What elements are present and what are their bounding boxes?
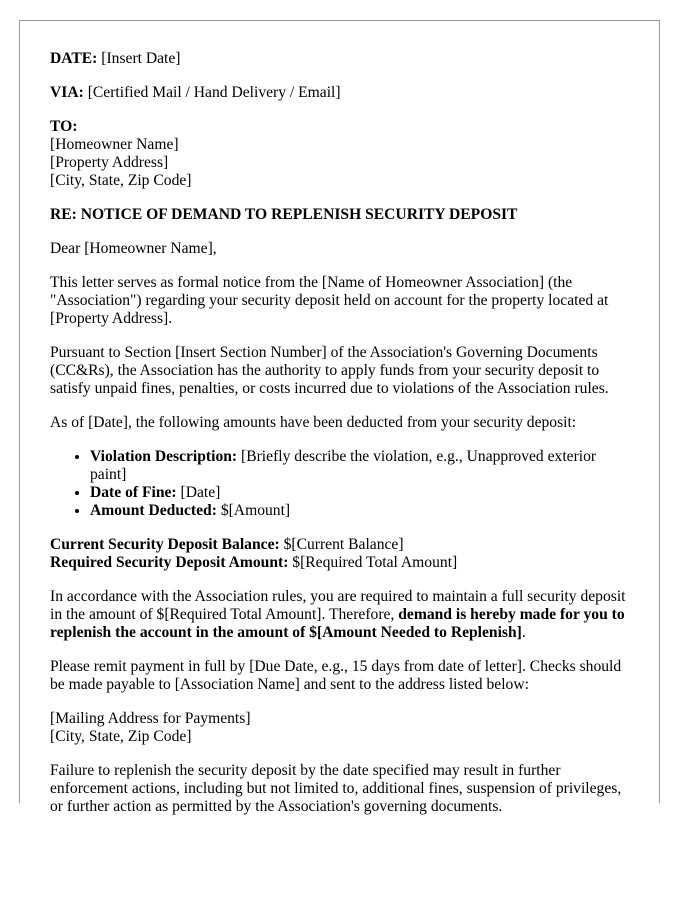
subject-text: RE: NOTICE OF DEMAND TO REPLENISH SECURITY DEPOSIT [50, 206, 518, 223]
subject-line [50, 206, 630, 224]
consequences-paragraph: Failure to replenish the security deposit by the date specified may result in further enforcement actions, including but not limited to, additional fines, suspension of privileges, or further action as permitted by the Association's governing documents. [50, 762, 622, 815]
date-line [50, 50, 630, 68]
current-balance-label: Current Security Deposit Balance: [50, 536, 280, 553]
list-item [90, 502, 630, 520]
recipient-name: [Homeowner Name] [50, 136, 179, 153]
required-amount-label: Required Security Deposit Amount: [50, 554, 289, 571]
demand-end: . [521, 624, 526, 641]
amount-label: Amount Deducted: [90, 502, 217, 519]
mailing-address: [Mailing Address for Payments] [50, 710, 251, 727]
recipient-city: [City, State, Zip Code] [50, 172, 192, 189]
violation-label: Violation Description: [90, 448, 238, 465]
balance-block [50, 536, 630, 572]
demand-text: In accordance with the Association rules, you are required to maintain a full security deposit in the amount of $[Required Total Amount]. Therefore, [50, 588, 626, 623]
fine-date-value: [Date] [176, 484, 221, 501]
fine-date-label: Date of Fine: [90, 484, 177, 501]
current-balance-line [50, 536, 630, 554]
deductions-intro: As of [Date], the following amounts have been deducted from your security deposit: [50, 414, 577, 431]
demand-bold-text: demand is hereby made for you to replenish the account in the amount of $[Amount Needed to Replenish] [50, 606, 625, 641]
demand-paragraph [50, 588, 630, 642]
letter-content [50, 50, 630, 832]
list-item [90, 484, 630, 502]
recipient-address: [Property Address] [50, 154, 169, 171]
required-amount-value: $[Required Total Amount] [288, 554, 458, 571]
required-amount-line [50, 554, 630, 572]
list-item [90, 448, 630, 484]
via-line [50, 84, 630, 102]
recipient-block [50, 118, 630, 190]
date-label: DATE: [50, 50, 98, 67]
via-label: VIA: [50, 84, 84, 101]
mailing-city: [City, State, Zip Code] [50, 728, 192, 745]
via-value: [Certified Mail / Hand Delivery / Email] [83, 84, 341, 101]
date-value: [Insert Date] [97, 50, 181, 67]
current-balance-value: $[Current Balance] [279, 536, 404, 553]
violation-value: [Briefly describe the violation, e.g., Unapproved exterior paint] [90, 448, 597, 483]
authority-paragraph: Pursuant to Section [Insert Section Number] of the Association's Governing Documents (CC&Rs), the Association has the authority to apply funds from your security deposit to satisfy unpaid fines, penalties, or costs incurred due to violations of the Association rules. [50, 344, 609, 397]
intro-paragraph: This letter serves as formal notice from the [Name of Homeowner Association] (the "Association") regarding your security deposit held on account for the property located at [Property Address]. [50, 274, 609, 327]
to-label: TO: [50, 118, 78, 135]
letter-page [19, 20, 660, 815]
deductions-list [50, 448, 630, 520]
mailing-address-block [50, 710, 630, 746]
payment-paragraph: Please remit payment in full by [Due Date, e.g., 15 days from date of letter]. Checks should be made payable to [Association Name] and sent to the address listed below: [50, 658, 622, 693]
amount-value: $[Amount] [216, 502, 291, 519]
salutation: Dear [Homeowner Name], [50, 240, 217, 257]
